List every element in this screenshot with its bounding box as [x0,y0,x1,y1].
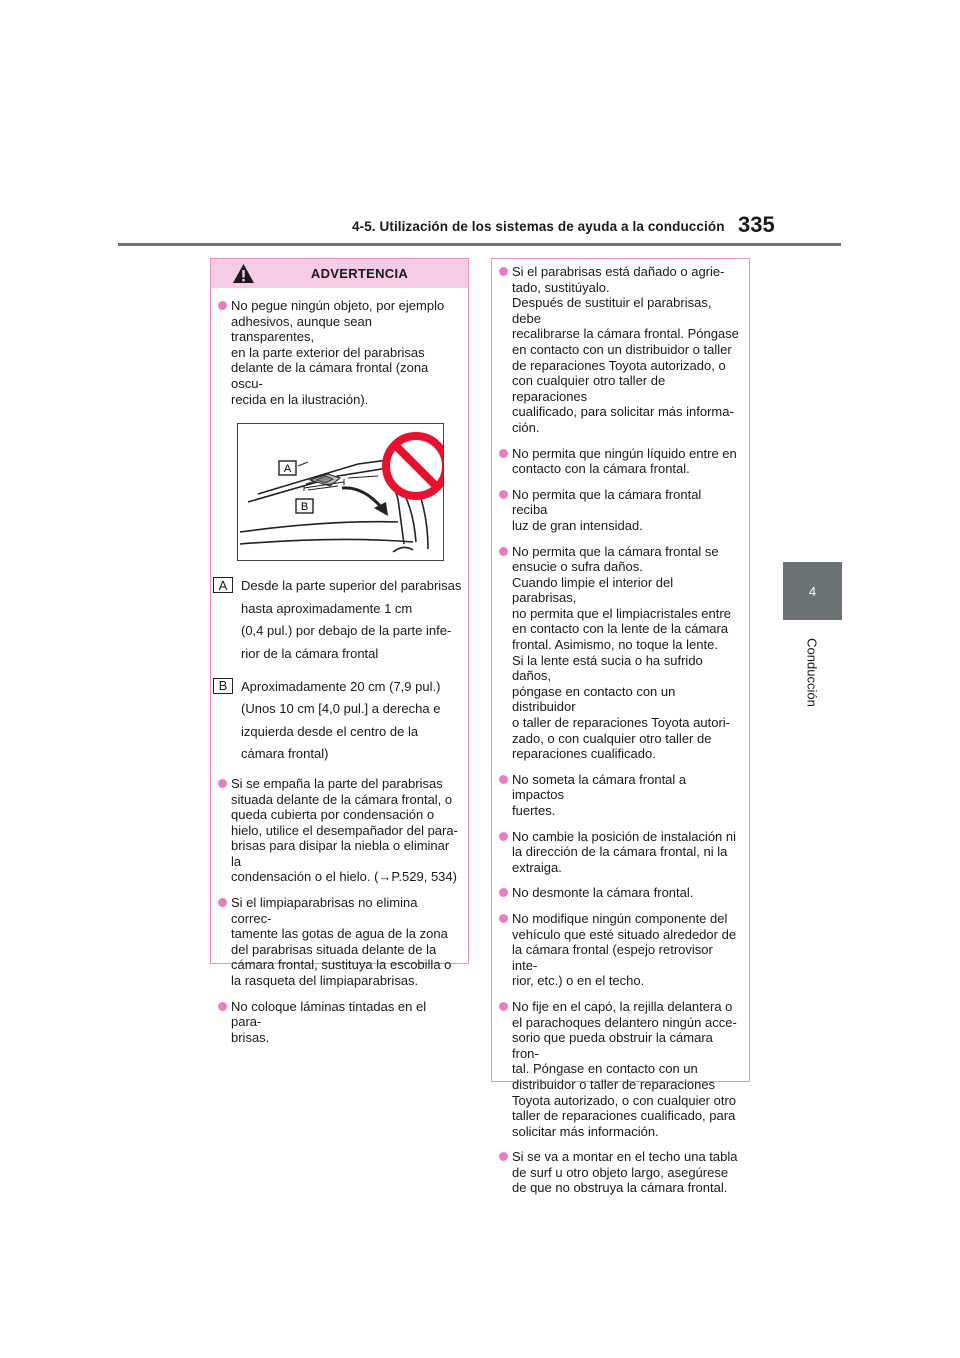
warning-bullets-top [211,298,468,407]
warning-title: ADVERTENCIA [310,266,409,281]
list-item: No coloque láminas tintadas en el para- brisas. [217,999,458,1046]
list-item: No permita que la cámara frontal reciba luz de gran intensidad. [498,487,739,534]
chapter-tab-number: 4 [808,583,817,599]
label-a-badge: A [213,577,233,593]
label-a-line: hasta aproximadamente 1 cm [241,600,413,616]
header-divider [118,243,841,246]
section-header-title: 4-5. Utilización de los sistemas de ayuda a la conducción [352,219,725,234]
list-item: No someta la cámara frontal a impactos fuertes. [498,772,739,819]
chapter-label: Conducción [804,638,820,707]
label-b-badge: B [213,678,233,694]
list-item: Si se va a montar en el techo una tabla de surf u otro objeto largo, asegúrese de que no obstruya la cámara frontal. [498,1149,739,1196]
figure-label-a: A [283,463,292,476]
label-b-line: izquierda desde el centro de la [241,723,419,739]
warning-box [210,258,469,1045]
figure-label-b: B [300,501,309,514]
label-a-line: rior de la cámara frontal [241,645,379,661]
list-item: No pegue ningún objeto, por ejemplo adhesivos, aunque sean transparentes, en la parte exterior del parabrisas delante de la cámara frontal (zona oscu- recida en la ilustración). [217,298,458,407]
label-b-line: cámara frontal) [241,746,329,762]
list-item: Si se empaña la parte del parabrisas situada delante de la cámara frontal, o queda cubierta por condensación o hielo, utilice el desempañador del para- brisas para disipar la niebla o eliminar la condensación o el hielo. (→P.529, 534) [217,776,458,885]
warning-box-continued [491,258,750,1196]
label-a-description [211,575,468,665]
warning-header [211,259,468,288]
page-number: 335 [738,212,775,237]
prohibition-icon [386,436,443,496]
label-a-line: (0,4 pul.) por debajo de la parte infe- [241,623,452,639]
label-b-description [211,676,468,766]
list-item: No fije en el capó, la rejilla delantera o el parachoques delantero ningún acce- sorio que pueda obstruir la cámara fron- tal. Póngase en contacto con un distribuidor o taller de reparaciones Toyota autorizado, o con cualquier otro taller de reparaciones cualificado, para solicitar más información. [498,999,739,1139]
warning-bullets-bottom [211,776,468,1046]
list-item: No permita que la cámara frontal se ensucie o sufra daños. Cuando limpie el interior del parabrisas, no permita que el limpiacristales entre en contacto con la lente de la cámara frontal. Asimismo, no toque la lente. Si la lente está sucia o ha sufrido daños, póngase en contacto con un distribuidor o taller de reparaciones Toyota autori- zado, o con cualquier otro taller de reparaciones cualificado. [498,544,739,762]
list-item: Si el limpiaparabrisas no elimina correc- tamente las gotas de agua de la zona del parabrisas situada delante de la cámara frontal, sustituya la escobilla o la rasqueta del limpiaparabrisas. [217,895,458,989]
list-item: No cambie la posición de instalación ni la dirección de la cámara frontal, ni la extraiga. [498,829,739,876]
windshield-camera-illustration [237,423,444,561]
chapter-tab[interactable] [783,562,842,620]
label-b-line: (Unos 10 cm [4,0 pul.] a derecha e [241,701,441,717]
list-item: No desmonte la cámara frontal. [498,885,739,901]
right-bullets [492,259,749,1196]
list-item: No modifique ningún componente del vehículo que esté situado alrededor de la cámara frontal (espejo retrovisor inte- rior, etc.) o en el techo. [498,911,739,989]
windshield-drawing [238,424,443,560]
label-a-line: Desde la parte superior del parabrisas [241,578,462,594]
list-item: No permita que ningún líquido entre en contacto con la cámara frontal. [498,446,739,477]
warning-triangle-icon [232,263,255,284]
list-item: Si el parabrisas está dañado o agrie- tado, sustitúyalo. Después de sustituir el parabrisas, debe recalibrarse la cámara frontal. Póngase en contacto con un distribuidor o taller de reparaciones Toyota autorizado, o con cualquier otro taller de reparaciones cualificado, para solicitar más informa- ción. [498,264,739,436]
label-b-line: Aproximadamente 20 cm (7,9 pul.) [241,678,441,694]
